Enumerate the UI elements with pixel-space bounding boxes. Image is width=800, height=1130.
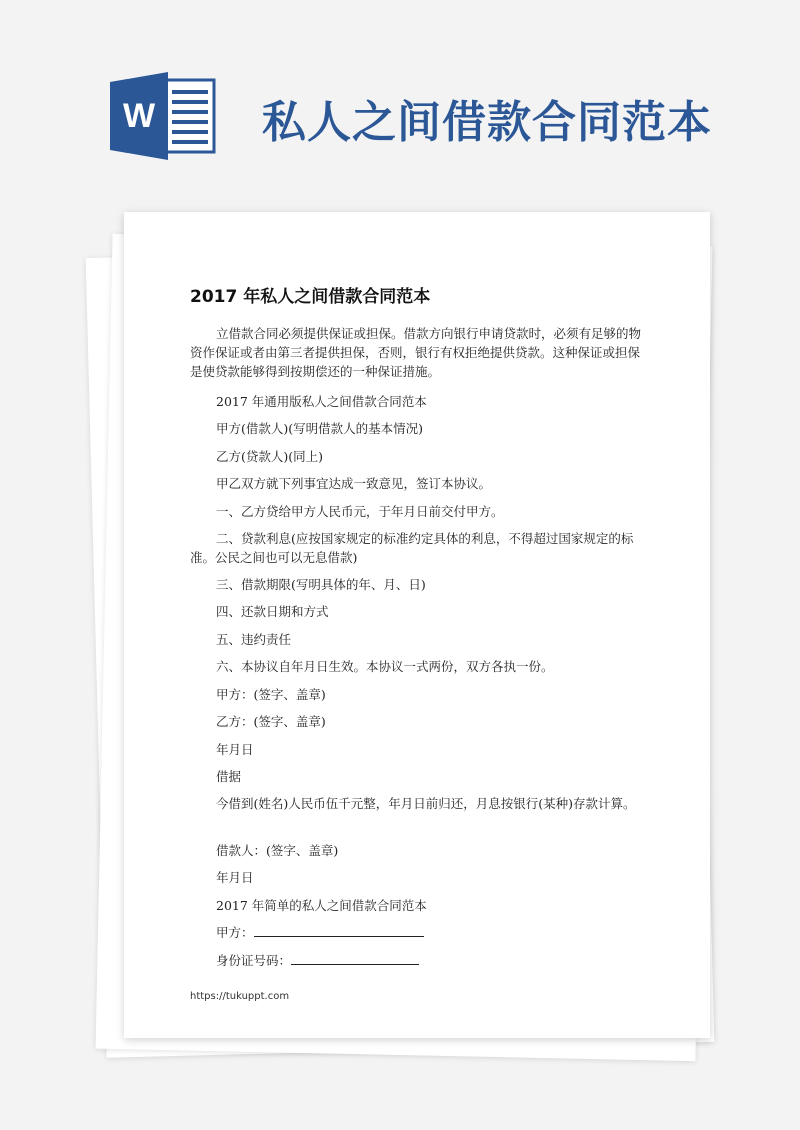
signature-party-a: 甲方：(签字、盖章) — [216, 687, 326, 702]
footer-url: https://tukuppt.com — [190, 991, 290, 1002]
clause-6: 六、本协议自年月日生效。本协议一式两份，双方各执一份。 — [216, 659, 554, 674]
party-a-line: 甲方(借款人)(写明借款人的基本情况) — [216, 421, 424, 436]
receipt-heading: 借据 — [216, 769, 242, 784]
clause-3: 三、借款期限(写明具体的年、月、日) — [216, 577, 426, 592]
banner-title: 私人之间借款合同范本 — [262, 97, 712, 148]
party-b-line: 乙方(贷款人)(同上) — [216, 449, 324, 464]
field-party-a-label: 甲方： — [216, 925, 254, 940]
document-page — [124, 212, 710, 1038]
receipt-body: 今借到(姓名)人民币伍千元整，年月日前归还，月息按银行(某种)存款计算。 — [216, 796, 636, 811]
clause-4: 四、还款日期和方式 — [216, 604, 329, 619]
borrower-signature: 借款人：(签字、盖章) — [216, 843, 339, 858]
clause-5: 五、违约责任 — [216, 632, 292, 647]
agreement-line: 甲乙双方就下列事宜达成一致意见，签订本协议。 — [216, 476, 492, 491]
date-line-1: 年月日 — [216, 742, 254, 757]
intro-paragraph: 立借款合同必须提供保证或担保。借款方向银行申请贷款时，必须有足够的物资作保证或者由第三者提供担保，否则，银行有权拒绝提供贷款。这种保证或担保是使贷款能够得到按期偿还的一种保证措施。 — [190, 326, 642, 379]
word-logo-icon — [110, 72, 222, 160]
clause-2: 二、贷款利息(应按国家规定的标准约定具体的利息，不得超过国家规定的标准。公民之间也可以无息借款) — [190, 531, 634, 565]
field-party-a — [216, 923, 424, 941]
field-id-number-blank[interactable] — [291, 952, 419, 965]
word-logo-letter: W — [122, 97, 156, 135]
clause-1: 一、乙方贷给甲方人民币元，于年月日前交付甲方。 — [216, 504, 504, 519]
signature-party-b: 乙方：(签字、盖章) — [216, 714, 326, 729]
field-id-number — [216, 951, 419, 969]
field-id-number-label: 身份证号码： — [216, 953, 292, 968]
field-party-a-blank[interactable] — [254, 924, 424, 937]
document-title: 2017 年私人之间借款合同范本 — [190, 287, 431, 307]
date-line-2: 年月日 — [216, 870, 254, 885]
subtitle-simple: 2017 年简单的私人之间借款合同范本 — [216, 898, 427, 913]
subtitle-general: 2017 年通用版私人之间借款合同范本 — [216, 394, 427, 409]
